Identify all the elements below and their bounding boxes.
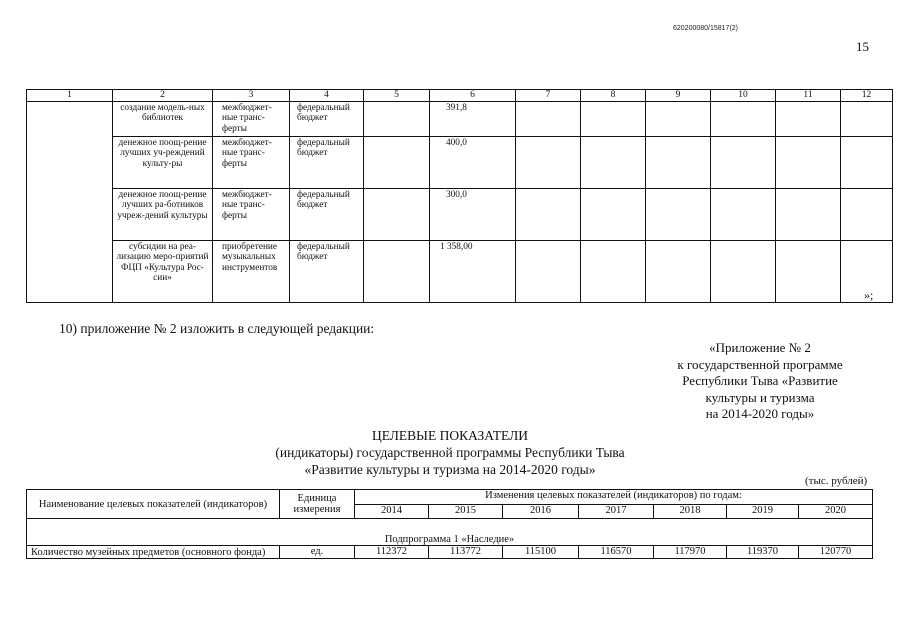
subprogram-row bbox=[27, 519, 873, 546]
empty-cell bbox=[516, 189, 581, 241]
funding-table-header-row bbox=[27, 90, 893, 102]
unit-header: Единица измерения bbox=[280, 490, 355, 519]
units-note: (тыс. рублей) bbox=[805, 475, 868, 487]
expense-type-cell: приобретение музыкальных инструментов bbox=[213, 241, 290, 303]
empty-cell bbox=[711, 102, 776, 137]
changes-header: Изменения целевых показателей (индикаторов) по годам: bbox=[355, 490, 873, 505]
funding-table bbox=[26, 89, 893, 303]
activity-cell: денежное поощ-рение лучших уч-реждений культу-ры bbox=[113, 137, 213, 189]
header-cell: 11 bbox=[776, 90, 841, 102]
table-row bbox=[27, 189, 893, 241]
empty-cell bbox=[516, 102, 581, 137]
title-line: (индикаторы) государственной программы Республики Тыва bbox=[275, 445, 625, 460]
header-cell: 5 bbox=[364, 90, 430, 102]
header-cell: 2 bbox=[113, 90, 213, 102]
expense-type-cell: межбюджет-ные транс-ферты bbox=[213, 102, 290, 137]
empty-cell bbox=[711, 189, 776, 241]
appendix-line: культуры и туризма bbox=[705, 389, 815, 405]
value-cell: 112372 bbox=[355, 546, 429, 559]
empty-cell bbox=[646, 102, 711, 137]
appendix-line: Республики Тыва «Развитие bbox=[682, 373, 838, 388]
empty-cell bbox=[646, 241, 711, 303]
table-row bbox=[27, 137, 893, 189]
empty-cell bbox=[646, 189, 711, 241]
year-header: 2014 bbox=[355, 504, 429, 519]
empty-cell bbox=[776, 189, 841, 241]
empty-cell bbox=[364, 102, 430, 137]
source-cell: федеральный бюджет bbox=[290, 241, 364, 303]
empty-cell bbox=[581, 189, 646, 241]
empty-cell bbox=[364, 137, 430, 189]
empty-cell bbox=[711, 137, 776, 189]
source-cell: федеральный бюджет bbox=[290, 189, 364, 241]
appendix-line: к государственной программе bbox=[677, 356, 843, 372]
empty-cell bbox=[581, 102, 646, 137]
appendix-line: «Приложение № 2 bbox=[709, 340, 811, 355]
value-cell: 113772 bbox=[429, 546, 503, 559]
indicator-name-header: Наименование целевых показателей (индикаторов) bbox=[27, 490, 280, 519]
amount-cell: 1 358,00 bbox=[430, 241, 516, 303]
empty-cell bbox=[364, 189, 430, 241]
header-cell: 4 bbox=[290, 90, 364, 102]
activity-cell: создание модель-ных библиотек bbox=[113, 102, 213, 137]
year-header: 2020 bbox=[799, 504, 873, 519]
value-cell: 120770 bbox=[799, 546, 873, 559]
appendix-heading bbox=[640, 340, 880, 423]
empty-cell bbox=[646, 137, 711, 189]
table-row bbox=[27, 241, 893, 303]
amount-cell: 300,0 bbox=[430, 189, 516, 241]
empty-cell bbox=[516, 137, 581, 189]
indicator-name-cell: Количество музейных предметов (основного фонда) bbox=[27, 546, 280, 559]
header-cell: 7 bbox=[516, 90, 581, 102]
header-cell: 3 bbox=[213, 90, 290, 102]
document-id: 620200080/15817(2) bbox=[673, 25, 739, 32]
amount-cell: 400,0 bbox=[430, 137, 516, 189]
empty-cell bbox=[711, 241, 776, 303]
merged-cell-col1 bbox=[27, 102, 113, 303]
year-header: 2015 bbox=[429, 504, 503, 519]
empty-cell bbox=[364, 241, 430, 303]
year-header: 2018 bbox=[654, 504, 727, 519]
year-header: 2019 bbox=[727, 504, 799, 519]
unit-cell: ед. bbox=[280, 546, 355, 559]
title-line: ЦЕЛЕВЫЕ ПОКАЗАТЕЛИ bbox=[371, 428, 529, 443]
amendment-paragraph: 10) приложение № 2 изложить в следующей редакции: bbox=[59, 321, 375, 336]
indicators-table bbox=[26, 489, 873, 559]
page-number: 15 bbox=[856, 39, 869, 54]
amount-cell: 391,8 bbox=[430, 102, 516, 137]
title-line: «Развитие культуры и туризма на 2014-2020 годы» bbox=[304, 462, 596, 477]
subprogram-title: Подпрограмма 1 «Наследие» bbox=[27, 519, 873, 546]
expense-type-cell: межбюджет-ные транс-ферты bbox=[213, 137, 290, 189]
document-title bbox=[200, 427, 700, 478]
closing-quote-mark: »; bbox=[864, 288, 874, 302]
year-header: 2017 bbox=[579, 504, 654, 519]
header-cell: 9 bbox=[646, 90, 711, 102]
year-header: 2016 bbox=[503, 504, 579, 519]
activity-cell: субсидии на реа-лизацию меро-приятий ФЦП «Культура Рос-сии» bbox=[113, 241, 213, 303]
empty-cell bbox=[841, 189, 893, 241]
header-cell: 1 bbox=[27, 90, 113, 102]
empty-cell bbox=[776, 102, 841, 137]
value-cell: 119370 bbox=[727, 546, 799, 559]
header-cell: 8 bbox=[581, 90, 646, 102]
empty-cell bbox=[776, 137, 841, 189]
value-cell: 116570 bbox=[579, 546, 654, 559]
header-cell: 6 bbox=[430, 90, 516, 102]
header-cell: 10 bbox=[711, 90, 776, 102]
value-cell: 115100 bbox=[503, 546, 579, 559]
expense-type-cell: межбюджет-ные транс-ферты bbox=[213, 189, 290, 241]
table-row bbox=[27, 102, 893, 137]
empty-cell bbox=[841, 137, 893, 189]
table-row bbox=[27, 546, 873, 559]
empty-cell bbox=[516, 241, 581, 303]
source-cell: федеральный бюджет bbox=[290, 102, 364, 137]
header-cell: 12 bbox=[841, 90, 893, 102]
indicators-header-row bbox=[27, 490, 873, 505]
value-cell: 117970 bbox=[654, 546, 727, 559]
activity-cell: денежное поощ-рение лучших ра-ботников учреж-дений культуры bbox=[113, 189, 213, 241]
empty-cell bbox=[776, 241, 841, 303]
source-cell: федеральный бюджет bbox=[290, 137, 364, 189]
empty-cell bbox=[581, 241, 646, 303]
appendix-line: на 2014-2020 годы» bbox=[705, 406, 815, 421]
empty-cell bbox=[841, 102, 893, 137]
empty-cell bbox=[581, 137, 646, 189]
